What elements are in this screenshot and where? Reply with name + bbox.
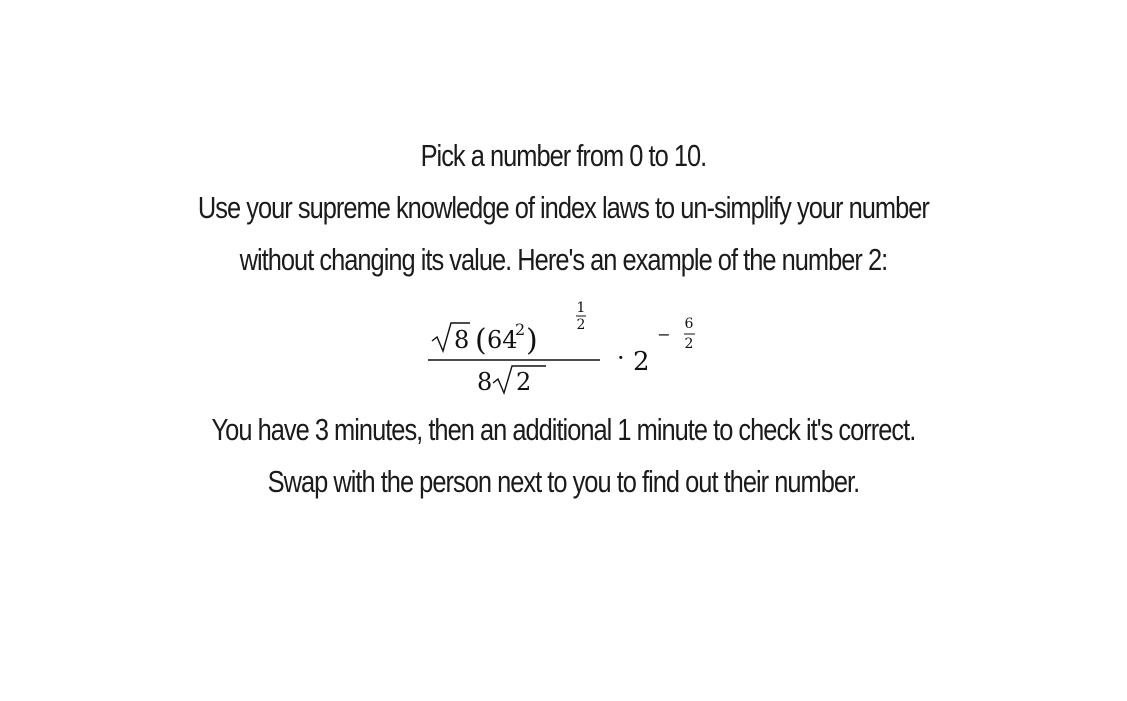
expression-svg xyxy=(420,293,720,403)
instruction-line-1: Pick a number from 0 to 10. xyxy=(420,138,707,173)
factor-exponent-denominator: 2 xyxy=(684,336,694,352)
instruction-line-4: You have 3 minutes, then an additional 1 minute to check it's correct. xyxy=(211,412,916,447)
factor-exponent-numerator: 6 xyxy=(684,316,694,332)
outer-exponent-denominator: 2 xyxy=(576,317,586,333)
multiplication-dot: · xyxy=(617,344,625,372)
inner-base: 64 xyxy=(487,326,518,354)
denominator-radicand: 2 xyxy=(516,368,532,396)
left-paren: ( xyxy=(475,323,487,358)
inner-exponent: 2 xyxy=(515,320,526,339)
instruction-line-2: Use your supreme knowledge of index laws to un-simplify your number xyxy=(197,190,929,225)
instruction-line-3: without changing its value. Here's an example of the number 2: xyxy=(239,242,888,277)
right-paren: ) xyxy=(526,323,538,358)
numerator-radicand: 8 xyxy=(454,326,470,354)
example-expression xyxy=(420,293,720,403)
denominator-coefficient: 8 xyxy=(477,368,493,396)
outer-exponent-numerator: 1 xyxy=(576,300,586,316)
factor-base: 2 xyxy=(633,347,650,377)
factor-exponent-sign: − xyxy=(657,325,671,344)
instruction-line-5: Swap with the person next to you to find out their number. xyxy=(267,464,860,499)
